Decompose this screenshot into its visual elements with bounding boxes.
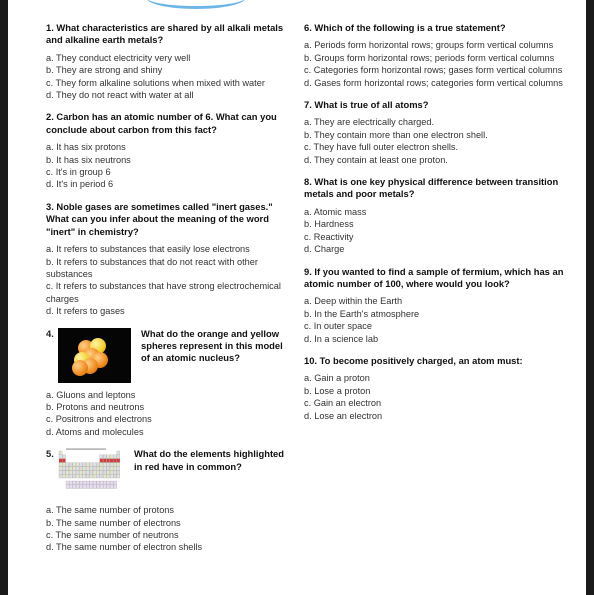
element-cell <box>107 475 110 479</box>
element-cell <box>76 481 79 485</box>
element-cell <box>100 485 103 489</box>
answer-option: d. It's in period 6 <box>46 179 114 190</box>
highlighted-element-cell <box>100 459 103 463</box>
element-cell <box>69 467 72 471</box>
answer-option: d. They do not react with water at all <box>46 90 194 101</box>
element-cell <box>83 475 86 479</box>
element-cell <box>86 471 89 475</box>
answer-option: c. It's in group 6 <box>46 167 111 178</box>
element-cell <box>59 471 62 475</box>
element-cell <box>59 451 62 455</box>
right-column <box>304 22 574 432</box>
element-cell <box>96 467 99 471</box>
answer-option: a. It refers to substances that easily lose electrons <box>46 244 250 255</box>
answer-option: b. Groups form horizontal rows; periods form vertical columns <box>304 52 555 63</box>
answer-option: b. Hardness <box>304 219 354 230</box>
question-block <box>46 22 298 101</box>
element-cell <box>76 467 79 471</box>
question-4-figure-row <box>46 328 298 383</box>
element-cell <box>76 471 79 475</box>
element-cell <box>66 463 69 467</box>
right-questions <box>304 22 574 422</box>
element-cell <box>100 475 103 479</box>
element-cell <box>103 463 106 467</box>
question-text: 10. To become positively charged, an atom must: <box>304 354 523 366</box>
answer-option: a. Periods form horizontal rows; groups form vertical columns <box>304 40 554 51</box>
element-cell <box>79 467 82 471</box>
highlighted-element-cell <box>62 459 65 463</box>
element-cell <box>62 463 65 467</box>
element-cell <box>86 485 89 489</box>
table-header-mark <box>66 449 106 450</box>
element-cell <box>66 467 69 471</box>
element-cell <box>96 475 99 479</box>
question-block <box>304 22 574 89</box>
element-cell <box>93 463 96 467</box>
element-cell <box>69 485 72 489</box>
answer-option: c. They have full outer electron shells. <box>304 142 459 153</box>
element-cell <box>110 471 113 475</box>
answer-option: a. They conduct electricity very well <box>46 52 191 63</box>
element-cell <box>79 463 82 467</box>
question-text: 1. What characteristics are shared by all alkali metals and alkaline earth metals? <box>46 22 284 46</box>
answer-option: c. In outer space <box>304 321 372 332</box>
element-cell <box>93 481 96 485</box>
element-cell <box>62 455 65 459</box>
question-block <box>304 176 574 255</box>
worksheet-page <box>8 0 586 595</box>
highlighted-element-cell <box>113 459 116 463</box>
element-cell <box>97 485 100 489</box>
answer-option: b. In the Earth's atmosphere <box>304 308 420 319</box>
element-cell <box>66 485 69 489</box>
answer-option: d. They contain at least one proton. <box>304 154 448 165</box>
question-5-figure-row <box>46 448 298 496</box>
answer-option: d. Gases form horizontal rows; categories form vertical columns <box>304 77 563 88</box>
element-cell <box>76 463 79 467</box>
element-cell <box>96 463 99 467</box>
element-cell <box>79 471 82 475</box>
question-5-options <box>46 504 298 554</box>
element-cell <box>83 485 86 489</box>
question-text: 8. What is one key physical difference between transition metals and poor metals? <box>304 176 559 200</box>
answer-option: b. It refers to substances that do not react with other substances <box>46 256 258 279</box>
question-text: 3. Noble gases are sometimes called "inert gases." What can you infer about the meaning of the word "inert" in chemistry? <box>46 200 273 237</box>
question-text: 7. What is true of all atoms? <box>304 99 429 111</box>
element-cell <box>117 451 120 455</box>
element-cell <box>110 475 113 479</box>
element-cell <box>62 467 65 471</box>
element-cell <box>90 481 93 485</box>
answer-option: c. Reactivity <box>304 231 354 242</box>
answer-option: b. Lose a proton <box>304 385 371 396</box>
element-cell <box>59 455 62 459</box>
question-number: 5. <box>46 448 54 460</box>
element-cell <box>117 455 120 459</box>
element-cell <box>113 471 116 475</box>
element-cell <box>76 485 79 489</box>
answer-option: c. Categories form horizontal rows; gases form vertical columns <box>304 65 563 76</box>
element-cell <box>62 475 65 479</box>
element-cell <box>97 481 100 485</box>
element-cell <box>117 471 120 475</box>
element-cell <box>117 475 120 479</box>
answer-option: a. Atomic mass <box>304 206 367 217</box>
element-cell <box>80 485 83 489</box>
answer-option: a. The same number of protons <box>46 505 175 516</box>
element-cell <box>59 463 62 467</box>
answer-option: b. Protons and neutrons <box>46 401 145 412</box>
element-cell <box>90 475 93 479</box>
question-5 <box>46 448 298 554</box>
element-cell <box>90 485 93 489</box>
answer-option: a. Gain a proton <box>304 373 370 384</box>
element-cell <box>93 471 96 475</box>
element-cell <box>100 467 103 471</box>
answer-option: b. The same number of electrons <box>46 517 181 528</box>
highlighted-element-cell <box>59 459 62 463</box>
element-cell <box>73 471 76 475</box>
element-cell <box>110 485 113 489</box>
element-cell <box>114 485 117 489</box>
periodic-table-image <box>58 448 122 496</box>
answer-option: c. Gain an electron <box>304 398 382 409</box>
answer-option: c. They form alkaline solutions when mixed with water <box>46 77 265 88</box>
answer-option: d. The same number of electron shells <box>46 542 203 553</box>
element-cell <box>59 467 62 471</box>
question-block <box>46 111 298 190</box>
element-cell <box>66 471 69 475</box>
highlighted-element-cell <box>103 459 106 463</box>
element-cell <box>100 471 103 475</box>
element-cell <box>73 463 76 467</box>
question-number: 4. <box>46 327 54 339</box>
answer-option: d. In a science lab <box>304 333 379 344</box>
element-cell <box>69 471 72 475</box>
element-cell <box>103 455 106 459</box>
element-cell <box>86 463 89 467</box>
element-cell <box>107 471 110 475</box>
question-4 <box>46 328 298 439</box>
element-cell <box>93 475 96 479</box>
element-cell <box>103 475 106 479</box>
element-cell <box>114 481 117 485</box>
element-cell <box>110 481 113 485</box>
element-cell <box>103 467 106 471</box>
element-cell <box>69 481 72 485</box>
question-text: What do the elements highlighted in red have in common? <box>134 448 284 472</box>
element-cell <box>73 467 76 471</box>
element-cell <box>103 485 106 489</box>
answer-option: a. They are electrically charged. <box>304 117 435 128</box>
element-cell <box>96 471 99 475</box>
element-cell <box>113 455 116 459</box>
element-cell <box>76 475 79 479</box>
element-cell <box>93 467 96 471</box>
element-cell <box>69 475 72 479</box>
element-cell <box>69 463 72 467</box>
element-cell <box>66 481 69 485</box>
element-cell <box>73 481 76 485</box>
element-cell <box>86 467 89 471</box>
answer-option: b. It has six neutrons <box>46 154 131 165</box>
question-block <box>304 99 574 166</box>
element-cell <box>100 481 103 485</box>
left-column <box>46 22 298 564</box>
answer-option: d. Atoms and molecules <box>46 426 144 437</box>
element-cell <box>117 467 120 471</box>
element-cell <box>107 481 110 485</box>
element-cell <box>90 471 93 475</box>
question-block <box>304 266 574 345</box>
element-cell <box>83 467 86 471</box>
answer-option: d. Lose an electron <box>304 410 383 421</box>
answer-option: a. Gluons and leptons <box>46 389 136 400</box>
element-cell <box>110 455 113 459</box>
element-cell <box>103 481 106 485</box>
element-cell <box>113 463 116 467</box>
element-cell <box>103 471 106 475</box>
element-cell <box>107 485 110 489</box>
question-text: What do the orange and yellow spheres represent in this model of an atomic nucleus? <box>141 327 283 364</box>
question-text: 9. If you wanted to find a sample of fermium, which has an atomic number of 100, where would you look? <box>304 265 564 289</box>
element-cell <box>80 481 83 485</box>
element-cell <box>107 467 110 471</box>
element-cell <box>110 463 113 467</box>
highlighted-element-cell <box>117 459 120 463</box>
answer-option: c. It refers to substances that have strong electrochemical charges <box>46 281 281 304</box>
element-cell <box>93 485 96 489</box>
element-cell <box>62 471 65 475</box>
element-cell <box>83 481 86 485</box>
answer-option: b. They contain more than one electron shell. <box>304 129 488 140</box>
answer-option: c. Positrons and electrons <box>46 414 152 425</box>
answer-option: a. Deep within the Earth <box>304 296 403 307</box>
answer-option: a. It has six protons <box>46 142 126 153</box>
left-questions <box>46 22 298 318</box>
element-cell <box>86 481 89 485</box>
element-cell <box>107 463 110 467</box>
element-cell <box>113 475 116 479</box>
element-cell <box>83 463 86 467</box>
atomic-nucleus-image <box>58 328 131 383</box>
element-cell <box>73 485 76 489</box>
element-cell <box>100 455 103 459</box>
element-cell <box>83 471 86 475</box>
element-cell <box>100 463 103 467</box>
element-cell <box>79 475 82 479</box>
question-text: 2. Carbon has an atomic number of 6. What can you conclude about carbon from this fact? <box>46 111 277 135</box>
decorative-arc <box>146 0 246 9</box>
question-text: 6. Which of the following is a true statement? <box>304 22 506 33</box>
highlighted-element-cell <box>107 459 110 463</box>
element-cell <box>59 475 62 479</box>
element-cell <box>86 475 89 479</box>
element-cell <box>107 455 110 459</box>
answer-option: c. The same number of neutrons <box>46 529 179 540</box>
question-block <box>304 355 574 422</box>
element-cell <box>66 475 69 479</box>
question-4-options <box>46 389 298 439</box>
answer-option: d. Charge <box>304 244 345 255</box>
answer-option: b. They are strong and shiny <box>46 65 163 76</box>
element-cell <box>113 467 116 471</box>
element-cell <box>90 467 93 471</box>
answer-option: d. It refers to gases <box>46 306 125 317</box>
highlighted-element-cell <box>110 459 113 463</box>
element-cell <box>73 475 76 479</box>
question-block <box>46 201 298 318</box>
orange-sphere <box>72 360 88 376</box>
element-cell <box>117 463 120 467</box>
element-cell <box>90 463 93 467</box>
element-cell <box>110 467 113 471</box>
